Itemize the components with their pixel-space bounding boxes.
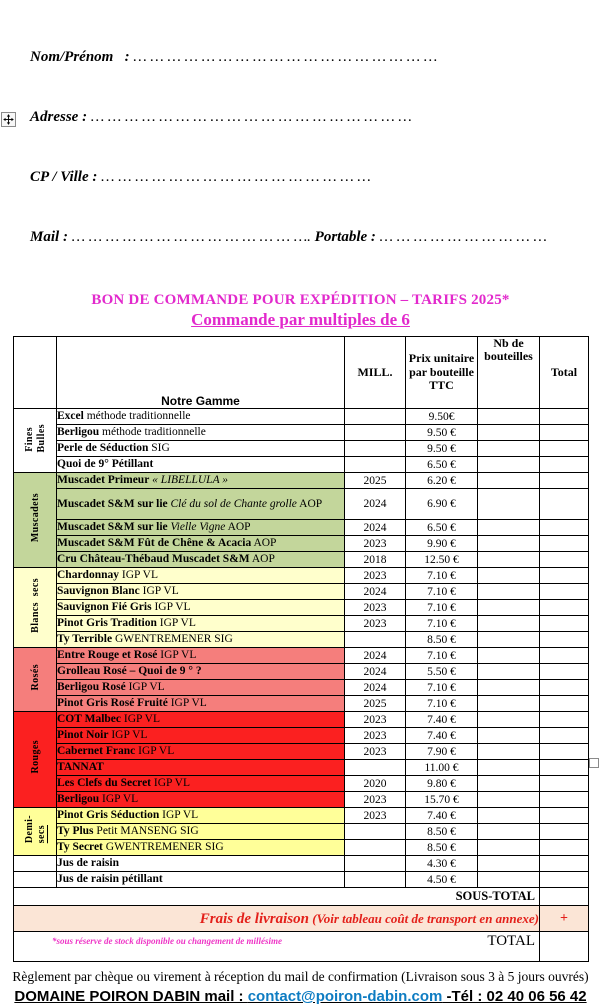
subtotal-value-cell[interactable] — [540, 888, 589, 906]
millesime-cell: 2024 — [345, 520, 406, 536]
unit-price-cell: 8.50 € — [406, 840, 478, 856]
row-total-cell[interactable] — [540, 632, 589, 648]
bottle-qty-cell[interactable] — [478, 792, 540, 808]
product-name-text: GWENTREMENER SIG — [102, 841, 224, 853]
unit-price-cell: 7.90 € — [406, 744, 478, 760]
product-row — [14, 552, 589, 568]
millesime-cell: 2024 — [345, 664, 406, 680]
product-name-cell — [57, 760, 345, 776]
portable-label: Portable — [310, 229, 368, 245]
product-name-text: Quoi de 9° Pétillant — [57, 458, 154, 470]
category-label-text: Demi- — [23, 814, 35, 844]
product-name-text: Sauvignon Blanc — [57, 585, 140, 597]
row-total-cell[interactable] — [540, 792, 589, 808]
product-row — [14, 776, 589, 792]
product-name-text: IGP VL — [125, 681, 165, 693]
millesime-cell: 2025 — [345, 696, 406, 712]
bottle-qty-cell[interactable] — [478, 680, 540, 696]
four-arrows-icon — [3, 114, 14, 125]
row-total-cell[interactable] — [540, 457, 589, 473]
millesime-cell: 2018 — [345, 552, 406, 568]
product-row — [14, 520, 589, 536]
product-name-cell — [57, 808, 345, 824]
product-name-text: Grolleau Rosé – Quoi de 9 ° ? — [57, 665, 202, 677]
millesime-cell: 2023 — [345, 792, 406, 808]
unit-price-cell: 9.80 € — [406, 776, 478, 792]
product-name-text: Muscadet Primeur — [57, 474, 150, 486]
shipping-fee-label: Frais de livraison — [199, 910, 309, 927]
product-name-text: Perle de Séduction — [57, 442, 149, 454]
subtotal-row — [14, 888, 589, 906]
unit-price-cell: 8.50 € — [406, 824, 478, 840]
product-row — [14, 680, 589, 696]
product-row — [14, 441, 589, 457]
product-row — [14, 856, 589, 872]
total-value-cell[interactable] — [540, 932, 589, 962]
product-name-cell — [57, 552, 345, 568]
row-total-cell[interactable] — [540, 744, 589, 760]
product-row — [14, 489, 589, 520]
product-name-text: IGP VL — [167, 697, 207, 709]
millesime-cell: 2023 — [345, 712, 406, 728]
millesime-cell — [345, 457, 406, 473]
product-name-cell — [57, 872, 345, 888]
customer-address-line: Adresse : … … … … … … … … … … … … … … … … … … … — [30, 109, 412, 125]
customer-city-line: CP / Ville : … … … … … … … … … … … … … … … … — [30, 169, 371, 185]
millesime-cell: 2023 — [345, 600, 406, 616]
email-link[interactable]: contact@poiron-dabin.com — [247, 988, 443, 1005]
bottle-qty-cell[interactable] — [478, 616, 540, 632]
unit-price-cell: 9.50 € — [406, 441, 478, 457]
product-name-text: IGP VL — [121, 713, 160, 725]
row-total-cell[interactable] — [540, 808, 589, 824]
millesime-cell — [345, 632, 406, 648]
shipping-fee-label-cell — [14, 906, 540, 932]
product-row — [14, 536, 589, 552]
product-name-text: AOP — [225, 521, 251, 533]
millesime-cell — [345, 425, 406, 441]
millesime-cell: 2024 — [345, 584, 406, 600]
unit-price-header: Prix unitaire par bouteille TTC — [406, 337, 478, 409]
product-name-text: Les Clefs du Secret — [57, 777, 152, 789]
product-row — [14, 872, 589, 888]
bottle-qty-cell[interactable] — [478, 872, 540, 888]
table-header-row — [14, 337, 589, 409]
unit-price-cell: 7.10 € — [406, 616, 478, 632]
unit-price-cell: 8.50 € — [406, 632, 478, 648]
page-subtitle: Commande par multiples de 6 — [191, 310, 410, 329]
product-row — [14, 457, 589, 473]
portable-fill-area[interactable]: … … … … … … … … … … — [379, 229, 547, 245]
shipping-fee-row — [14, 906, 589, 932]
bottle-qty-cell[interactable] — [478, 552, 540, 568]
product-name-text: AOP — [249, 553, 275, 565]
product-row — [14, 616, 589, 632]
bottle-qty-cell[interactable] — [478, 824, 540, 840]
bottle-qty-cell[interactable] — [478, 744, 540, 760]
mail-label: Mail — [30, 229, 60, 245]
customer-info-block — [0, 0, 601, 287]
unit-price-cell: 6.50 € — [406, 520, 478, 536]
product-name-text: Pinot Gris Rosé Fruité — [57, 697, 168, 709]
row-total-cell[interactable] — [540, 600, 589, 616]
unit-price-cell: 9.50 € — [406, 425, 478, 441]
unit-price-cell: 12.50 € — [406, 552, 478, 568]
product-name-text: Cabernet Franc — [57, 745, 136, 757]
category-label-text: Rosés — [29, 663, 41, 691]
product-name-cell — [57, 744, 345, 760]
product-name-text: Pinot Gris Tradition — [57, 617, 157, 629]
product-name-cell — [57, 409, 345, 425]
product-row — [14, 664, 589, 680]
bottle-qty-cell[interactable] — [478, 760, 540, 776]
product-name-text: Petit MANSENG SIG — [93, 825, 199, 837]
millesime-cell — [345, 872, 406, 888]
row-total-cell[interactable] — [540, 425, 589, 441]
product-name-text: méthode traditionnelle — [83, 410, 191, 422]
total-label-cell — [14, 932, 540, 962]
millesime-cell — [345, 856, 406, 872]
product-name-cell — [57, 584, 345, 600]
product-name-cell — [57, 457, 345, 473]
bottle-qty-cell[interactable] — [478, 728, 540, 744]
row-total-cell[interactable] — [540, 856, 589, 872]
row-total-cell[interactable] — [540, 680, 589, 696]
unit-price-cell: 5.50 € — [406, 664, 478, 680]
bottle-qty-cell[interactable] — [478, 632, 540, 648]
bottle-qty-cell[interactable] — [478, 409, 540, 425]
product-row — [14, 632, 589, 648]
product-name-text: Vielle Vigne — [167, 521, 226, 533]
row-total-cell[interactable] — [540, 552, 589, 568]
unit-price-cell: 11.00 € — [406, 760, 478, 776]
bottle-count-header: Nb de bouteilles — [478, 337, 540, 409]
product-row — [14, 600, 589, 616]
millesime-header: MILL. — [345, 337, 406, 409]
product-row — [14, 409, 589, 425]
product-row — [14, 792, 589, 808]
product-name-text: IGP VL — [156, 617, 196, 629]
product-name-text: IGP VL — [159, 809, 199, 821]
payment-terms-line: Règlement par chèque ou virement à réception du mail de confirmation (Livraison sous 3 à 5 jours ouvrés) — [12, 969, 589, 984]
unit-price-cell: 6.50 € — [406, 457, 478, 473]
millesime-cell: 2024 — [345, 680, 406, 696]
product-name-cell — [57, 489, 345, 520]
product-name-cell — [57, 824, 345, 840]
millesime-cell — [345, 840, 406, 856]
bottle-qty-cell[interactable] — [478, 776, 540, 792]
millesime-cell: 2020 — [345, 776, 406, 792]
cp-ville-fill-area[interactable]: … … … … … … … … … … … … … … … … — [101, 169, 371, 185]
row-total-cell[interactable] — [540, 489, 589, 520]
category-label-text: Fines — [23, 427, 35, 453]
product-name-cell — [57, 792, 345, 808]
product-row — [14, 473, 589, 489]
row-total-cell[interactable] — [540, 520, 589, 536]
product-name-cell — [57, 441, 345, 457]
product-name-cell — [57, 536, 345, 552]
product-name-text: Chardonnay — [57, 569, 119, 581]
row-total-cell[interactable] — [540, 584, 589, 600]
product-row — [14, 584, 589, 600]
product-name-text: méthode traditionnelle — [99, 426, 206, 438]
product-row — [14, 712, 589, 728]
unit-price-cell: 7.10 € — [406, 600, 478, 616]
product-name-cell — [57, 632, 345, 648]
product-name-text: Clé du sol de Chante grolle — [167, 497, 297, 510]
category-empty-cell — [14, 856, 57, 872]
unit-price-cell: 6.20 € — [406, 473, 478, 489]
product-name-cell — [57, 600, 345, 616]
address-label: Adresse — [30, 109, 79, 125]
row-total-cell[interactable] — [540, 441, 589, 457]
product-name-text: IGP VL — [151, 777, 190, 789]
category-label-text: secs — [35, 824, 47, 844]
category-empty-cell — [14, 872, 57, 888]
row-total-cell[interactable] — [540, 664, 589, 680]
millesime-cell: 2023 — [345, 744, 406, 760]
product-name-text: Ty Terrible — [57, 633, 113, 645]
row-total-cell[interactable] — [540, 760, 589, 776]
row-total-cell[interactable] — [540, 728, 589, 744]
product-name-cell — [57, 568, 345, 584]
unit-price-cell: 7.40 € — [406, 808, 478, 824]
product-name-cell — [57, 648, 345, 664]
product-name-text: Muscadet S&M sur lie — [57, 521, 168, 533]
product-name-text: Ty Secret — [57, 841, 103, 853]
product-name-text: IGP VL — [119, 569, 158, 581]
customer-mail-phone-line: Mail : … … … … … … … … … … … … … …. Portable : … … … … … … … … … … — [30, 229, 547, 245]
product-name-text: IGP VL — [139, 585, 179, 597]
product-name-text: COT Malbec — [57, 713, 121, 725]
page-title: BON DE COMMANDE POUR EXPÉDITION – TARIFS 2025* — [91, 292, 510, 308]
bottle-qty-cell[interactable] — [478, 696, 540, 712]
cp-ville-label: CP / Ville — [30, 169, 89, 185]
product-name-text: IGP VL — [151, 601, 191, 613]
row-total-cell[interactable] — [540, 712, 589, 728]
row-total-cell[interactable] — [540, 824, 589, 840]
order-table — [13, 336, 589, 962]
product-name-cell — [57, 616, 345, 632]
unit-price-cell: 7.40 € — [406, 712, 478, 728]
domaine-name-text: DOMAINE POIRON DABIN mail : — [14, 988, 248, 1005]
product-name-cell — [57, 520, 345, 536]
bottle-qty-cell[interactable] — [478, 648, 540, 664]
row-total-cell[interactable] — [540, 776, 589, 792]
row-total-cell[interactable] — [540, 473, 589, 489]
product-name-text: Sauvignon Fié Gris — [57, 601, 152, 613]
unit-price-cell: 6.90 € — [406, 489, 478, 520]
category-label-text: Bulles — [35, 423, 47, 453]
total-header: Total — [540, 337, 589, 409]
category-label-text: Rouges — [29, 740, 41, 774]
table-resize-handle[interactable] — [589, 758, 599, 768]
bottle-qty-cell[interactable] — [478, 568, 540, 584]
bottle-qty-cell[interactable] — [478, 808, 540, 824]
unit-price-cell: 7.10 € — [406, 696, 478, 712]
millesime-cell: 2024 — [345, 648, 406, 664]
product-row — [14, 696, 589, 712]
category-label-blancs-secs — [14, 568, 57, 648]
product-name-cell — [57, 776, 345, 792]
category-label-demi-secs — [14, 808, 57, 856]
product-name-text: Berligou Rosé — [57, 681, 126, 693]
row-total-cell[interactable] — [540, 568, 589, 584]
millesime-cell: 2023 — [345, 728, 406, 744]
product-row — [14, 728, 589, 744]
bottle-qty-cell[interactable] — [478, 840, 540, 856]
stock-disclaimer-note: *sous réserve de stock disponible ou changement de millésime — [52, 936, 282, 946]
bottle-qty-cell[interactable] — [478, 473, 540, 489]
total-label: TOTAL — [487, 933, 535, 949]
product-row — [14, 568, 589, 584]
product-name-text: Excel — [57, 410, 84, 422]
bottle-qty-cell[interactable] — [478, 441, 540, 457]
millesime-cell: 2023 — [345, 568, 406, 584]
product-name-cell — [57, 664, 345, 680]
product-name-cell — [57, 696, 345, 712]
bottle-qty-cell[interactable] — [478, 856, 540, 872]
domaine-contact-line — [0, 988, 601, 1005]
product-name-text: AOP — [251, 537, 277, 549]
category-header-cell — [14, 337, 57, 409]
unit-price-cell: 7.40 € — [406, 728, 478, 744]
bottle-qty-cell[interactable] — [478, 536, 540, 552]
millesime-cell — [345, 824, 406, 840]
product-name-cell — [57, 728, 345, 744]
total-row — [14, 932, 589, 962]
product-name-cell — [57, 425, 345, 441]
product-row — [14, 648, 589, 664]
product-row — [14, 425, 589, 441]
mail-fill-area[interactable]: … … … … … … … … … … … … … …. — [71, 229, 311, 245]
table-move-handle-icon[interactable] — [1, 112, 16, 127]
product-name-text: Entre Rouge et Rosé — [57, 649, 158, 661]
millesime-cell — [345, 760, 406, 776]
product-name-text: Berligou — [57, 426, 100, 438]
product-name-text: IGP VL — [157, 649, 197, 661]
subtotal-label-cell — [14, 888, 540, 906]
category-label-roses — [14, 648, 57, 712]
unit-price-cell: 7.10 € — [406, 584, 478, 600]
millesime-cell: 2024 — [345, 489, 406, 520]
product-name-text: « LIBELLULA » — [149, 474, 229, 486]
product-name-text: Ty Plus — [57, 825, 94, 837]
row-total-cell[interactable] — [540, 616, 589, 632]
unit-price-cell: 9.50€ — [406, 409, 478, 425]
product-row — [14, 760, 589, 776]
bottle-qty-cell[interactable] — [478, 664, 540, 680]
bottle-qty-cell[interactable] — [478, 712, 540, 728]
millesime-cell — [345, 409, 406, 425]
unit-price-cell: 7.10 € — [406, 648, 478, 664]
address-fill-area[interactable]: … … … … … … … … … … … … … … … … … … … — [90, 109, 412, 125]
unit-price-cell: 4.30 € — [406, 856, 478, 872]
unit-price-cell: 7.10 € — [406, 568, 478, 584]
bottle-qty-cell[interactable] — [478, 457, 540, 473]
product-name-text: Muscadet S&M sur lie — [57, 497, 168, 510]
millesime-cell: 2025 — [345, 473, 406, 489]
millesime-cell: 2023 — [345, 616, 406, 632]
product-name-text: Pinot Noir — [57, 729, 109, 741]
gamme-header: Notre Gamme — [57, 337, 345, 409]
product-name-text: Jus de raisin pétillant — [57, 873, 163, 885]
bottle-qty-cell[interactable] — [478, 520, 540, 536]
name-label: Nom/Prénom — [30, 49, 114, 65]
product-name-text: Cru Château-Thébaud Muscadet S&M — [57, 553, 250, 565]
name-fill-area[interactable]: … … … … … … … … … … … … … … … … … … — [133, 49, 438, 65]
product-name-text: AOP — [296, 497, 323, 510]
product-row — [14, 808, 589, 824]
product-name-text: TANNAT — [57, 761, 104, 773]
bottle-qty-cell[interactable] — [478, 489, 540, 520]
category-label-muscadets — [14, 473, 57, 568]
row-total-cell[interactable] — [540, 872, 589, 888]
product-name-text: SIG — [148, 442, 170, 454]
product-row — [14, 744, 589, 760]
category-label-rouges — [14, 712, 57, 808]
bottle-qty-cell[interactable] — [478, 425, 540, 441]
shipping-fee-detail: (Voir tableau coût de transport en annexe) — [308, 910, 539, 926]
product-name-text: IGP VL — [135, 745, 175, 757]
customer-name-line: Nom/Prénom : … … … … … … … … … … … … … … … … … … — [30, 49, 438, 65]
product-name-text: IGP VL — [99, 793, 139, 805]
product-name-cell — [57, 473, 345, 489]
unit-price-cell: 7.10 € — [406, 680, 478, 696]
bottle-qty-cell[interactable] — [478, 600, 540, 616]
product-name-text: Jus de raisin — [57, 857, 119, 869]
product-row — [14, 840, 589, 856]
product-name-text: Pinot Gris Séduction — [57, 809, 160, 821]
row-total-cell[interactable] — [540, 536, 589, 552]
millesime-cell — [345, 441, 406, 457]
product-name-cell — [57, 856, 345, 872]
category-label-fines-bulles — [14, 409, 57, 473]
product-name-cell — [57, 712, 345, 728]
row-total-cell[interactable] — [540, 648, 589, 664]
product-row — [14, 824, 589, 840]
millesime-cell: 2023 — [345, 808, 406, 824]
category-label-text: Muscadets — [29, 492, 41, 543]
millesime-cell: 2023 — [345, 536, 406, 552]
product-name-cell — [57, 680, 345, 696]
subtotal-label: SOUS-TOTAL — [455, 889, 535, 903]
category-label-text: Blancs secs — [29, 577, 41, 633]
product-name-cell — [57, 840, 345, 856]
bottle-qty-cell[interactable] — [478, 584, 540, 600]
product-name-text: Muscadet S&M Fût de Chêne & Acacia — [57, 537, 252, 549]
unit-price-cell: 9.90 € — [406, 536, 478, 552]
plus-sign-cell[interactable]: + — [540, 906, 589, 932]
product-name-text: Berligou — [57, 793, 100, 805]
unit-price-cell: 4.50 € — [406, 872, 478, 888]
unit-price-cell: 15.70 € — [406, 792, 478, 808]
row-total-cell[interactable] — [540, 840, 589, 856]
phone-text: -Tél : 02 40 06 56 42 — [442, 988, 587, 1005]
row-total-cell[interactable] — [540, 696, 589, 712]
product-name-text: GWENTREMENER SIG — [112, 633, 233, 645]
row-total-cell[interactable] — [540, 409, 589, 425]
product-name-text: IGP VL — [108, 729, 148, 741]
